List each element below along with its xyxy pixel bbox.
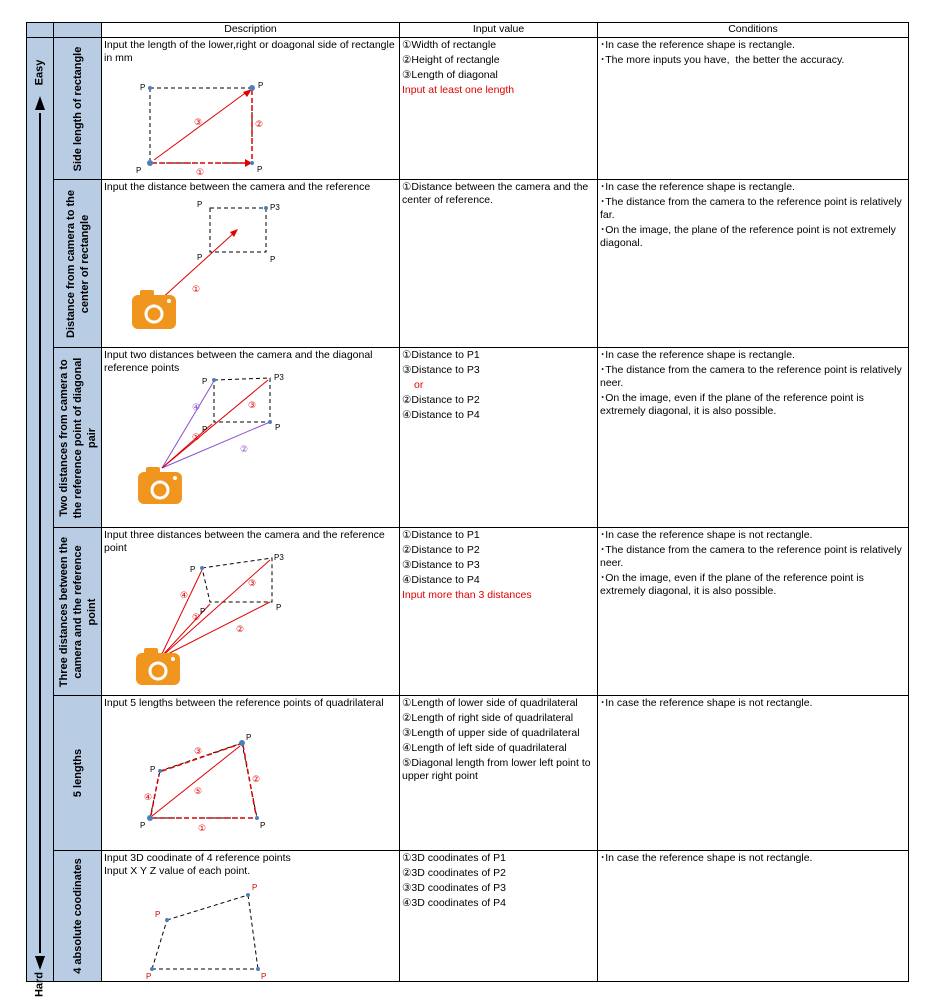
desc-five-lengths: Input 5 lengths between the reference points of quadrilateral P P P P ③ ② ④ ⑤ ① [102,696,400,851]
label-c1: ① [196,168,205,178]
header-input-value: Input value [400,23,598,38]
svg-text:P: P [146,972,152,981]
camera-icon [136,648,180,685]
condition-line: ･The distance from the camera to the reference point is relatively neer. [600,544,905,569]
input-line: ②Length of right side of quadrilateral [402,712,574,724]
input-two-distances [400,348,598,528]
camera-icon [132,290,176,329]
desc-absolute-coordinates: Input 3D coodinate of 4 reference points Input X Y Z value of each point. P P P P [102,851,400,982]
input-line: ②Distance to P2 [402,544,480,556]
svg-text:P: P [155,910,161,919]
svg-text:④: ④ [144,793,153,803]
method-table [26,22,909,997]
method-distance-center: Distance from camera to the center of rectangle [54,180,102,348]
svg-text:②: ② [240,445,249,455]
conditions-absolute-coordinates [598,851,909,982]
diagram-absolute-coordinates [102,851,400,982]
svg-text:④: ④ [192,403,201,413]
input-line: ③Length of upper side of quadrilateral [402,727,580,739]
method-five-lengths: 5 lengths [54,696,102,851]
input-line: ②Height of rectangle [402,54,500,66]
diagram-rectangle [102,38,400,180]
desc-distance-center: Input the distance between the camera and the reference P P3 P P ① [102,180,400,348]
conditions-two-distances [598,348,909,528]
svg-text:①: ① [192,613,201,623]
condition-line: ･In case the reference shape is rectangle. [600,349,795,361]
condition-line: ･The distance from the camera to the reference point is relatively far. [600,196,905,221]
svg-text:⑤: ⑤ [194,787,203,797]
condition-line: ･In case the reference shape is rectangle. [600,181,795,193]
svg-text:P: P [260,821,266,830]
input-side-length [400,38,598,180]
label-p4: P [257,165,263,174]
input-line: ①3D coodinates of P1 [402,852,506,864]
svg-text:②: ② [252,775,261,785]
camera-icon [138,467,182,504]
method-absolute-coordinates: 4 absolute coodinates [54,851,102,982]
input-absolute-coordinates [400,851,598,982]
svg-text:③: ③ [194,747,203,757]
diagram-three-distances [102,528,400,696]
svg-text:P3: P3 [274,553,284,562]
input-distance-center [400,180,598,348]
input-line: ②3D coodinates of P2 [402,867,506,879]
input-line: ④Length of left side of quadrilateral [402,742,567,754]
input-line: ⑤Diagonal length from lower left point to upper right point [402,757,594,782]
conditions-side-length [598,38,909,180]
difficulty-arrow [27,38,54,996]
label-p3: P [136,166,142,175]
input-note: Input more than 3 distances [402,589,532,601]
label-p1: P [140,83,146,92]
label-p2: P [258,81,264,90]
header-description: Description [102,23,400,38]
desc-side-length: Input the length of the lower,right or doagonal side of rectangle in mm P P P P ① ② ③ [102,38,400,180]
condition-line: ･In case the reference shape is not rectangle. [600,697,813,709]
input-line: ④Distance to P4 [402,409,480,421]
diagram-distance-center [102,180,400,348]
svg-text:①: ① [192,285,201,295]
diagram-two-distances [102,348,400,528]
desc-three-distances: Input three distances between the camera and the reference point P P3 P P ④ ③ ① ② [102,528,400,696]
method-two-distances: Two distances from camera to the reference point of diagonal pair [54,348,102,528]
condition-line: ･On the image, even if the plane of the reference point is extremely diagonal, it is also possible. [600,572,867,597]
svg-text:P: P [197,253,203,262]
header-blank-method [54,23,102,38]
difficulty-column [27,38,54,997]
conditions-distance-center [598,180,909,348]
input-five-lengths [400,696,598,851]
conditions-five-lengths [598,696,909,851]
svg-text:P: P [150,765,156,774]
condition-line: ･In case the reference shape is not rectangle. [600,529,813,541]
header-blank-difficulty [27,23,54,38]
conditions-three-distances [598,528,909,696]
svg-text:③: ③ [248,401,257,411]
svg-text:P: P [202,377,208,386]
easy-label: Easy [33,59,46,86]
desc-two-distances: Input two distances between the camera and the diagonal reference points P P3 P P ④ ③ ① ② [102,348,400,528]
svg-text:P: P [275,423,281,432]
svg-text:P: P [276,603,282,612]
label-c3: ③ [194,118,203,128]
condition-line: ･On the image, the plane of the reference point is not extremely diagonal. [600,224,899,249]
svg-text:P: P [261,972,267,981]
condition-line: ･The more inputs you have, the better the accuracy. [600,54,845,66]
svg-text:P: P [270,255,276,264]
input-line: ③Length of diagonal [402,69,498,81]
condition-line: ･In case the reference shape is not rectangle. [600,852,813,864]
svg-text:③: ③ [248,579,257,589]
input-line: ①Length of lower side of quadrilateral [402,697,578,709]
input-line: ④Distance to P4 [402,574,480,586]
label-p3: P3 [270,203,280,212]
svg-text:P: P [200,607,206,616]
input-line: ③3D coodinates of P3 [402,882,506,894]
input-or: or [414,379,424,391]
condition-line: ･The distance from the camera to the reference point is relatively neer. [600,364,905,389]
svg-text:①: ① [192,433,201,443]
input-line: ①Distance between the camera and the center of reference. [402,181,595,206]
input-three-distances [400,528,598,696]
svg-text:P: P [246,733,252,742]
input-line: ①Distance to P1 [402,349,480,361]
svg-text:P: P [190,565,196,574]
method-three-distances: Three distances between the camera and the reference point [54,528,102,696]
label-c2: ② [255,120,264,130]
method-side-length: Side length of rectangle [54,38,102,180]
input-line: ③Distance to P3 [402,364,480,376]
header-conditions: Conditions [598,23,909,38]
svg-text:①: ① [198,824,207,834]
svg-text:P: P [252,883,258,892]
svg-text:②: ② [236,625,245,635]
svg-text:④: ④ [180,591,189,601]
svg-text:P3: P3 [274,373,284,382]
svg-text:P: P [202,425,208,434]
hard-label: Hard [33,971,46,997]
input-line: ③Distance to P3 [402,559,480,571]
input-line: ②Distance to P2 [402,394,480,406]
input-line: ①Width of rectangle [402,39,497,51]
condition-line: ･On the image, even if the plane of the reference point is extremely diagonal, it is also possible. [600,392,867,417]
input-line: ①Distance to P1 [402,529,480,541]
svg-text:P: P [140,821,146,830]
condition-line: ･In case the reference shape is rectangle. [600,39,795,51]
diagram-five-lengths [102,696,400,851]
input-line: ④3D coodinates of P4 [402,897,506,909]
input-note: Input at least one length [402,84,515,96]
svg-text:P: P [197,200,203,209]
